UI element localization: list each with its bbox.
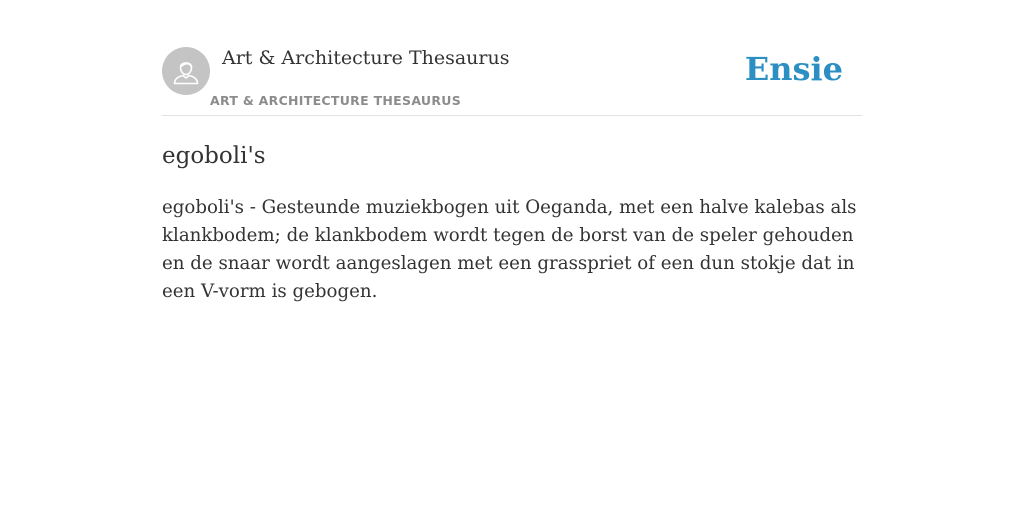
brand-logo[interactable]: Ensie	[744, 50, 843, 88]
avatar[interactable]	[162, 47, 210, 95]
author-name[interactable]: Art & Architecture Thesaurus	[222, 47, 510, 69]
header	[162, 46, 862, 116]
definition-text: egoboli's - Gesteunde muziekbogen uit Oeganda, met een halve kalebas als klankbodem; de klankbodem wordt tegen de borst van de speler gehouden en de snaar wordt aangeslagen met een grasspriet of een dun stokje dat in een V-vorm is gebogen.	[162, 197, 857, 302]
user-icon	[171, 56, 201, 86]
page-title: egoboli's	[162, 143, 266, 169]
category-label[interactable]: ART & ARCHITECTURE THESAURUS	[210, 93, 462, 108]
page	[162, 0, 862, 306]
